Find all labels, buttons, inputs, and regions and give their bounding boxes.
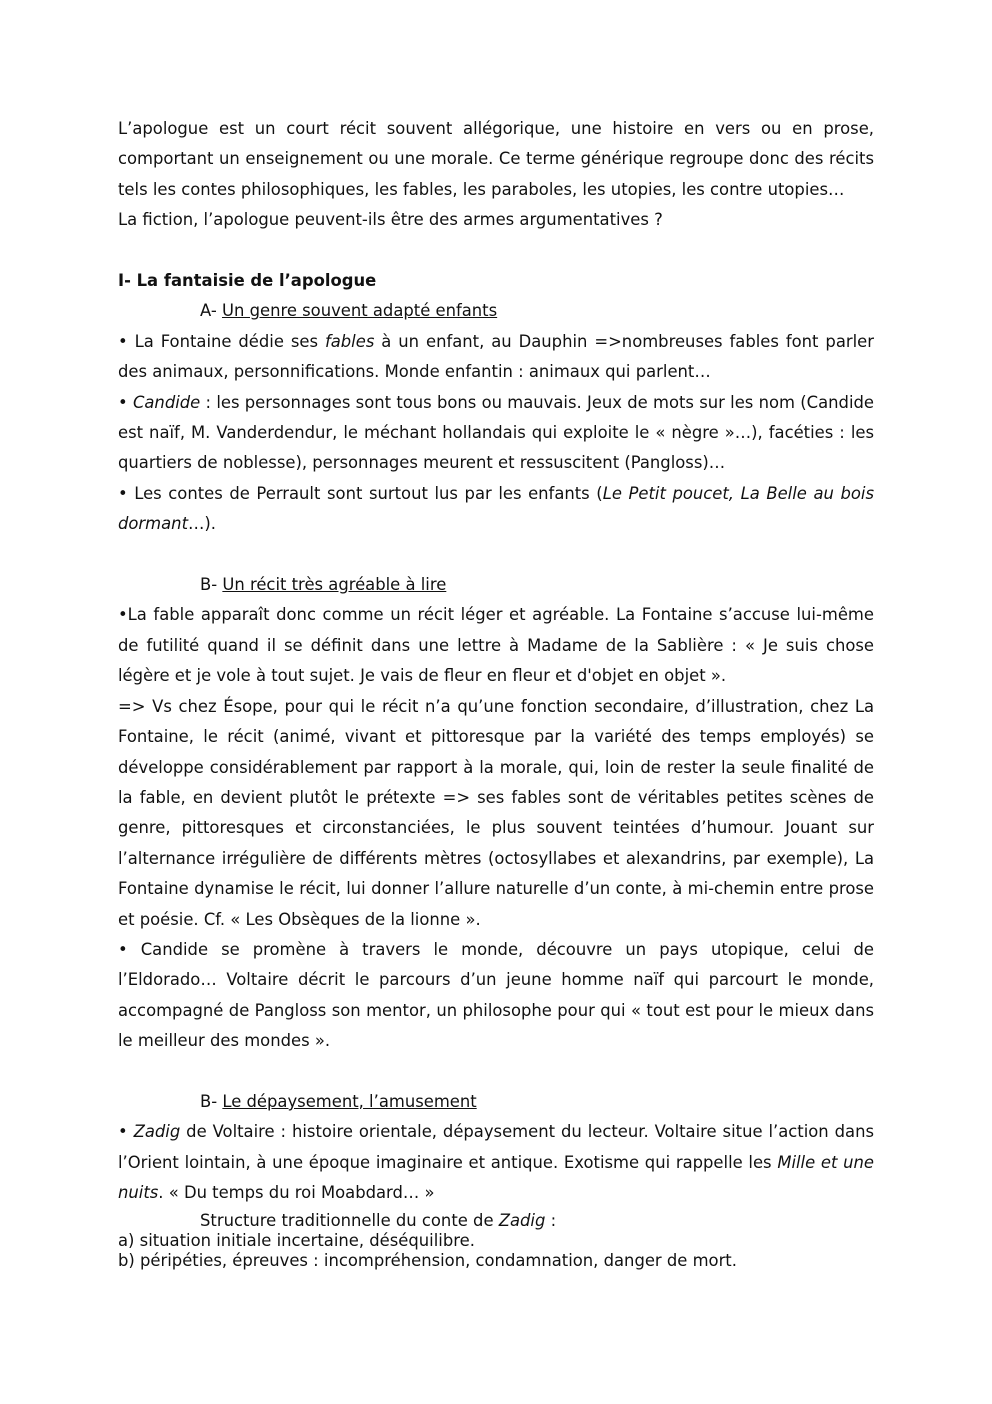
subsection-title: Le dépaysement, l’amusement: [222, 1091, 477, 1111]
bullet-candide: • Candide : les personnages sont tous bons ou mauvais. Jeux de mots sur les nom (Candide est naïf, M. Vanderdendur, le méchant hollandais qui exploite le « nègre »…), facéties : les quartiers de noblesse), personnages meurent et ressuscitent (Pangloss)…: [118, 392, 874, 473]
paragraph-fable-light: •La fable apparaît donc comme un récit léger et agréable. La Fontaine s’accuse lui-même de futilité quand il se définit dans une lettre à Madame de la Sablière : « Je suis chose légère et je vole à tout sujet. Je vais de fleur en fleur et d'objet en objet ».: [118, 605, 874, 686]
subsection-b-heading: [118, 570, 874, 600]
subsection-title: Un récit très agréable à lire: [222, 575, 447, 595]
subsection-prefix: B-: [200, 575, 223, 595]
paragraph-candide-world: • Candide se promène à travers le monde, découvre un pays utopique, celui de l’Eldorado… Voltaire décrit le parcours d’un jeune homme naïf qui parcourt le monde, accompagné de Pangloss son mentor, un philosophe pour qui « tout est pour le mieux dans le meilleur des mondes ».: [118, 939, 874, 1051]
structure-line: Structure traditionnelle du conte de Zadig :: [200, 1210, 557, 1230]
paragraph-esope: => Vs chez Ésope, pour qui le récit n’a qu’une fonction secondaire, d’illustration, chez La Fontaine, le récit (animé, vivant et pittoresque par la variété des temps employés) se développe considérablement par rapport à la morale, qui, loin de rester la seule finalité de la fable, en devient plutôt le prétexte => ses fables sont de véritables petites scènes de genre, pittoresques et circonstanciées, le plus souvent teintées d’humour. Jouant sur l’alternance irrégulière de différents mètres (octosyllabes et alexandrins, par exemple), La Fontaine dynamise le récit, lui donner l’allure naturelle d’un conte, à mi-chemin entre prose et poésie. Cf. « Les Obsèques de la lionne ».: [118, 696, 874, 929]
subsection-title: Un genre souvent adapté enfants: [221, 301, 498, 321]
structure-item-a: a) situation initiale incertaine, déséquilibre.: [118, 1230, 475, 1250]
section-heading: I- La fantaisie de l’apologue: [118, 271, 377, 291]
subsection-prefix: A-: [200, 301, 222, 321]
paragraph-zadig: • Zadig de Voltaire : histoire orientale, dépaysement du lecteur. Voltaire situe l’action dans l’Orient lointain, à une époque imaginaire et antique. Exotisme qui rappelle les Mille et une nuits. « Du temps du roi Moabdard… »: [118, 1122, 874, 1203]
subsection-c-heading: [118, 1087, 874, 1117]
bullet-perrault: • Les contes de Perrault sont surtout lus par les enfants (Le Petit poucet, La Belle au bois dormant…).: [118, 483, 874, 534]
bullet-fontaine: • La Fontaine dédie ses fables à un enfant, au Dauphin =>nombreuses fables font parler des animaux, personnifications. Monde enfantin : animaux qui parlent…: [118, 331, 874, 382]
document-page: [118, 114, 874, 1271]
structure-item-b: b) péripéties, épreuves : incompréhension, condamnation, danger de mort.: [118, 1250, 737, 1270]
intro-question: La fiction, l’apologue peuvent-ils être des armes argumentatives ?: [118, 210, 663, 230]
intro-paragraph: L’apologue est un court récit souvent allégorique, une histoire en vers ou en prose, comportant un enseignement ou une morale. Ce terme générique regroupe donc des récits tels les contes philosophiques, les fables, les paraboles, les utopies, les contre utopies…: [118, 119, 874, 199]
subsection-a-heading: [118, 296, 874, 326]
subsection-prefix: B-: [200, 1091, 223, 1111]
